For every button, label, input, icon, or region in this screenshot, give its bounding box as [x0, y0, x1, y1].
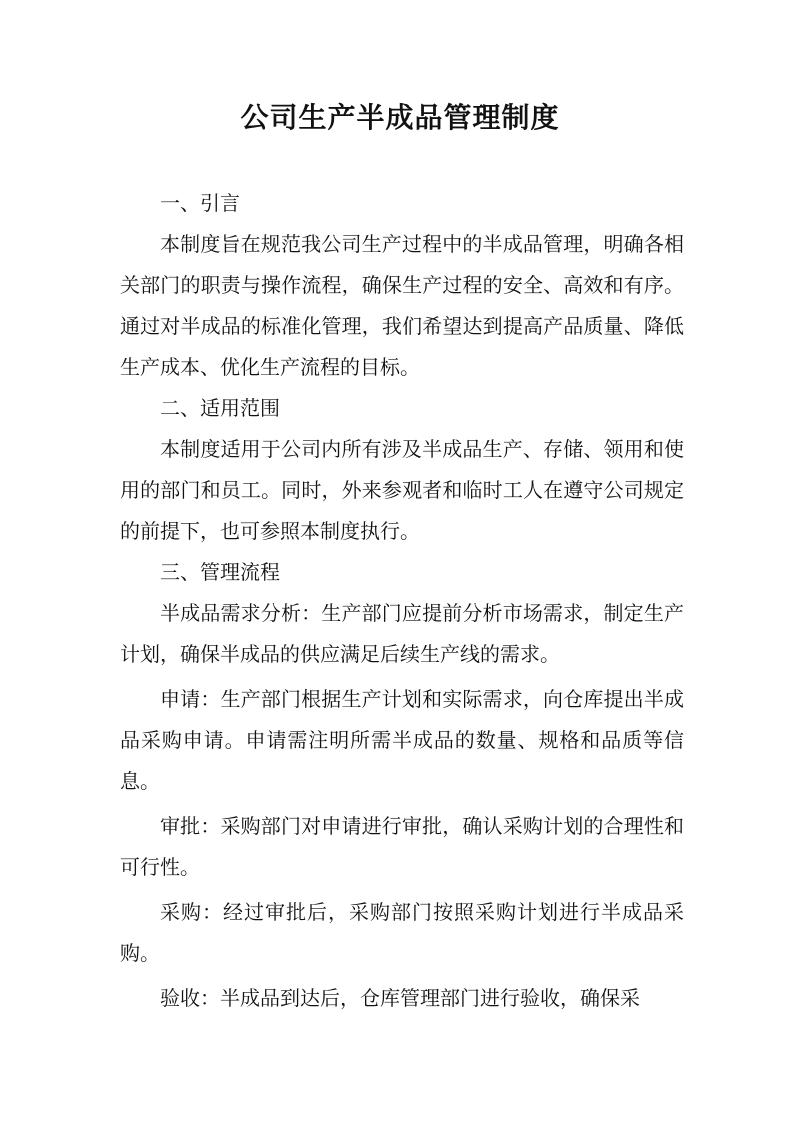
paragraph-application: 申请：生产部门根据生产计划和实际需求，向仓库提出半成品采购申请。申请需注明所需半成品的数量、规格和品质等信息。	[120, 687, 684, 793]
paragraph-scope: 本制度适用于公司内所有涉及半成品生产、存储、领用和使用的部门和员工。同时，外来参观者和临时工人在遵守公司规定的前提下，也可参照本制度执行。	[120, 437, 684, 543]
section-heading-process: 三、管理流程	[160, 560, 280, 584]
paragraph-introduction: 本制度旨在规范我公司生产过程中的半成品管理，明确各相关部门的职责与操作流程，确保生产过程的安全、高效和有序。通过对半成品的标准化管理，我们希望达到提高产品质量、降低生产成本、优化生产流程的目标。	[120, 232, 684, 379]
document-body	[120, 183, 684, 1019]
paragraph-inspection: 验收：半成品到达后，仓库管理部门进行验收，确保采	[160, 986, 640, 1010]
document-title: 公司生产半成品管理制度	[240, 101, 560, 134]
section-heading-introduction: 一、引言	[160, 191, 240, 215]
paragraph-procurement: 采购：经过审批后，采购部门按照采购计划进行半成品采购。	[120, 900, 684, 965]
paragraph-demand-analysis: 半成品需求分析：生产部门应提前分析市场需求，制定生产计划，确保半成品的供应满足后续生产线的需求。	[120, 601, 684, 666]
paragraph-approval: 审批：采购部门对申请进行审批，确认采购计划的合理性和可行性。	[120, 814, 684, 879]
section-heading-scope: 二、适用范围	[160, 396, 280, 420]
